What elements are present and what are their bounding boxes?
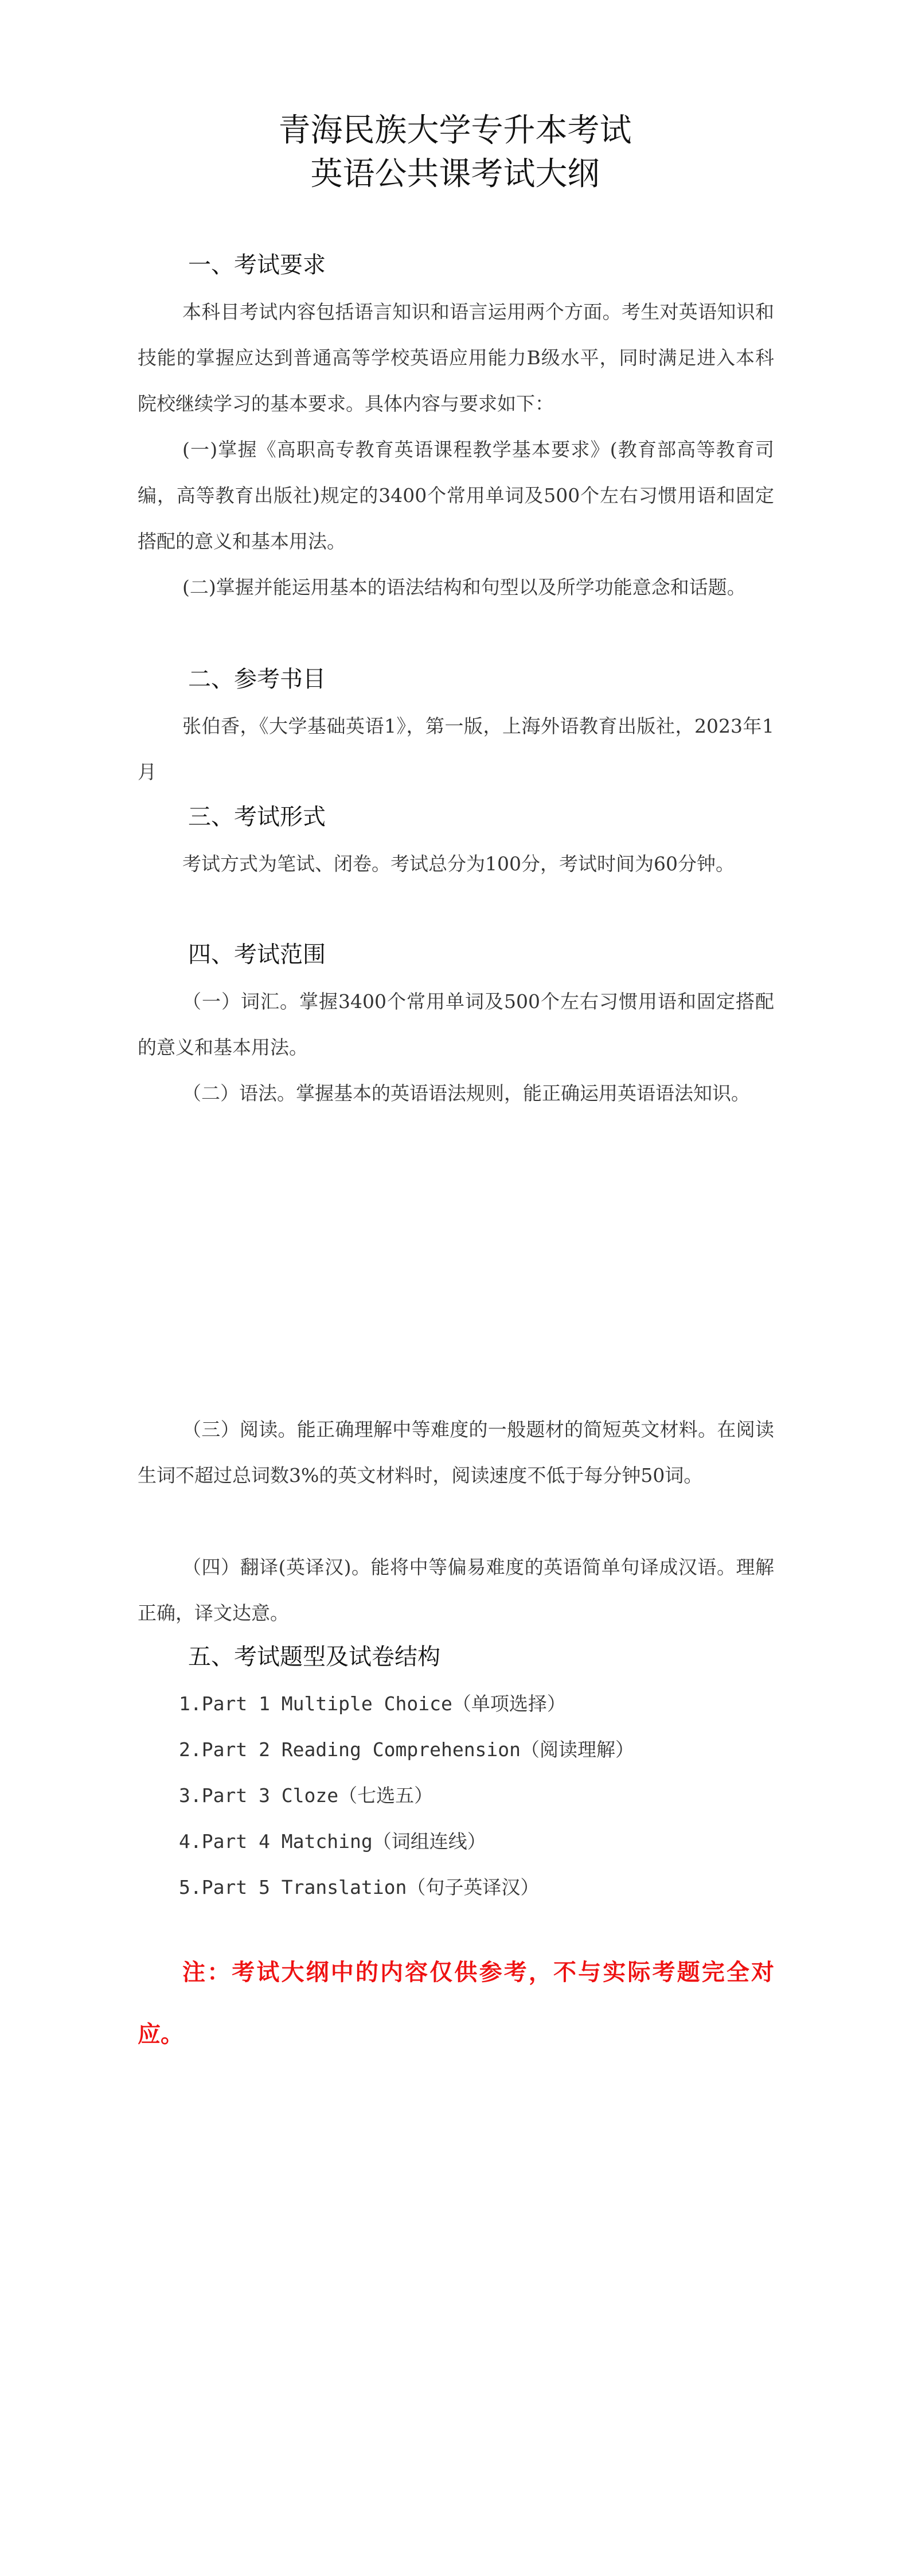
section-heading-requirements: 一、考试要求 xyxy=(188,252,326,278)
document-title-line2: 英语公共课考试大纲 xyxy=(310,155,600,193)
requirements-item-vocabulary: (一)掌握《高职高专教育英语课程教学基本要求》(教育部高等教育司编，高等教育出版社)规定的3400个常用单词及500个左右习惯用语和固定搭配的意义和基本用法。 xyxy=(138,438,774,552)
list-item: 1.Part 1 Multiple Choice（单项选择） xyxy=(179,1692,566,1715)
section-heading-references: 二、参考书目 xyxy=(188,666,326,692)
document-title-line1: 青海民族大学专升本考试 xyxy=(278,112,632,149)
disclaimer-note: 注：考试大纲中的内容仅供参考，不与实际考题完全对应。 xyxy=(138,1959,774,2048)
requirements-item-grammar: (二)掌握并能运用基本的语法结构和句型以及所学功能意念和话题。 xyxy=(182,576,746,598)
section-heading-scope: 四、考试范围 xyxy=(188,941,326,968)
list-item: 3.Part 3 Cloze（七选五） xyxy=(179,1784,433,1807)
requirements-intro: 本科目考试内容包括语言知识和语言运用两个方面。考生对英语知识和技能的掌握应达到普通高等学校英语应用能力B级水平，同时满足进入本科院校继续学习的基本要求。具体内容与要求如下： xyxy=(138,301,774,415)
reference-book: 张伯香，《大学基础英语1》，第一版，上海外语教育出版社，2023年1月 xyxy=(138,715,774,783)
section-heading-structure: 五、考试题型及试卷结构 xyxy=(188,1644,440,1670)
list-item: 4.Part 4 Matching（词组连线） xyxy=(179,1830,486,1853)
list-item: 2.Part 2 Reading Comprehension（阅读理解） xyxy=(179,1738,635,1761)
scope-item-translation: （四）翻译(英译汉)。能将中等偏易难度的英语简单句译成汉语。理解正确，译文达意。 xyxy=(138,1556,774,1624)
scope-item-grammar: （二）语法。掌握基本的英语语法规则，能正确运用英语语法知识。 xyxy=(182,1082,750,1104)
exam-format-text: 考试方式为笔试、闭卷。考试总分为100分，考试时间为60分钟。 xyxy=(182,853,735,875)
list-item: 5.Part 5 Translation（句子英译汉） xyxy=(179,1876,540,1898)
section-heading-format: 三、考试形式 xyxy=(188,804,326,830)
scope-item-reading: （三）阅读。能正确理解中等难度的一般题材的简短英文材料。在阅读生词不超过总词数3%的英文材料时，阅读速度不低于每分钟50词。 xyxy=(138,1418,774,1487)
question-type-list xyxy=(179,1681,634,1910)
scope-item-vocabulary: （一）词汇。掌握3400个常用单词及500个左右习惯用语和固定搭配的意义和基本用法。 xyxy=(138,990,774,1059)
